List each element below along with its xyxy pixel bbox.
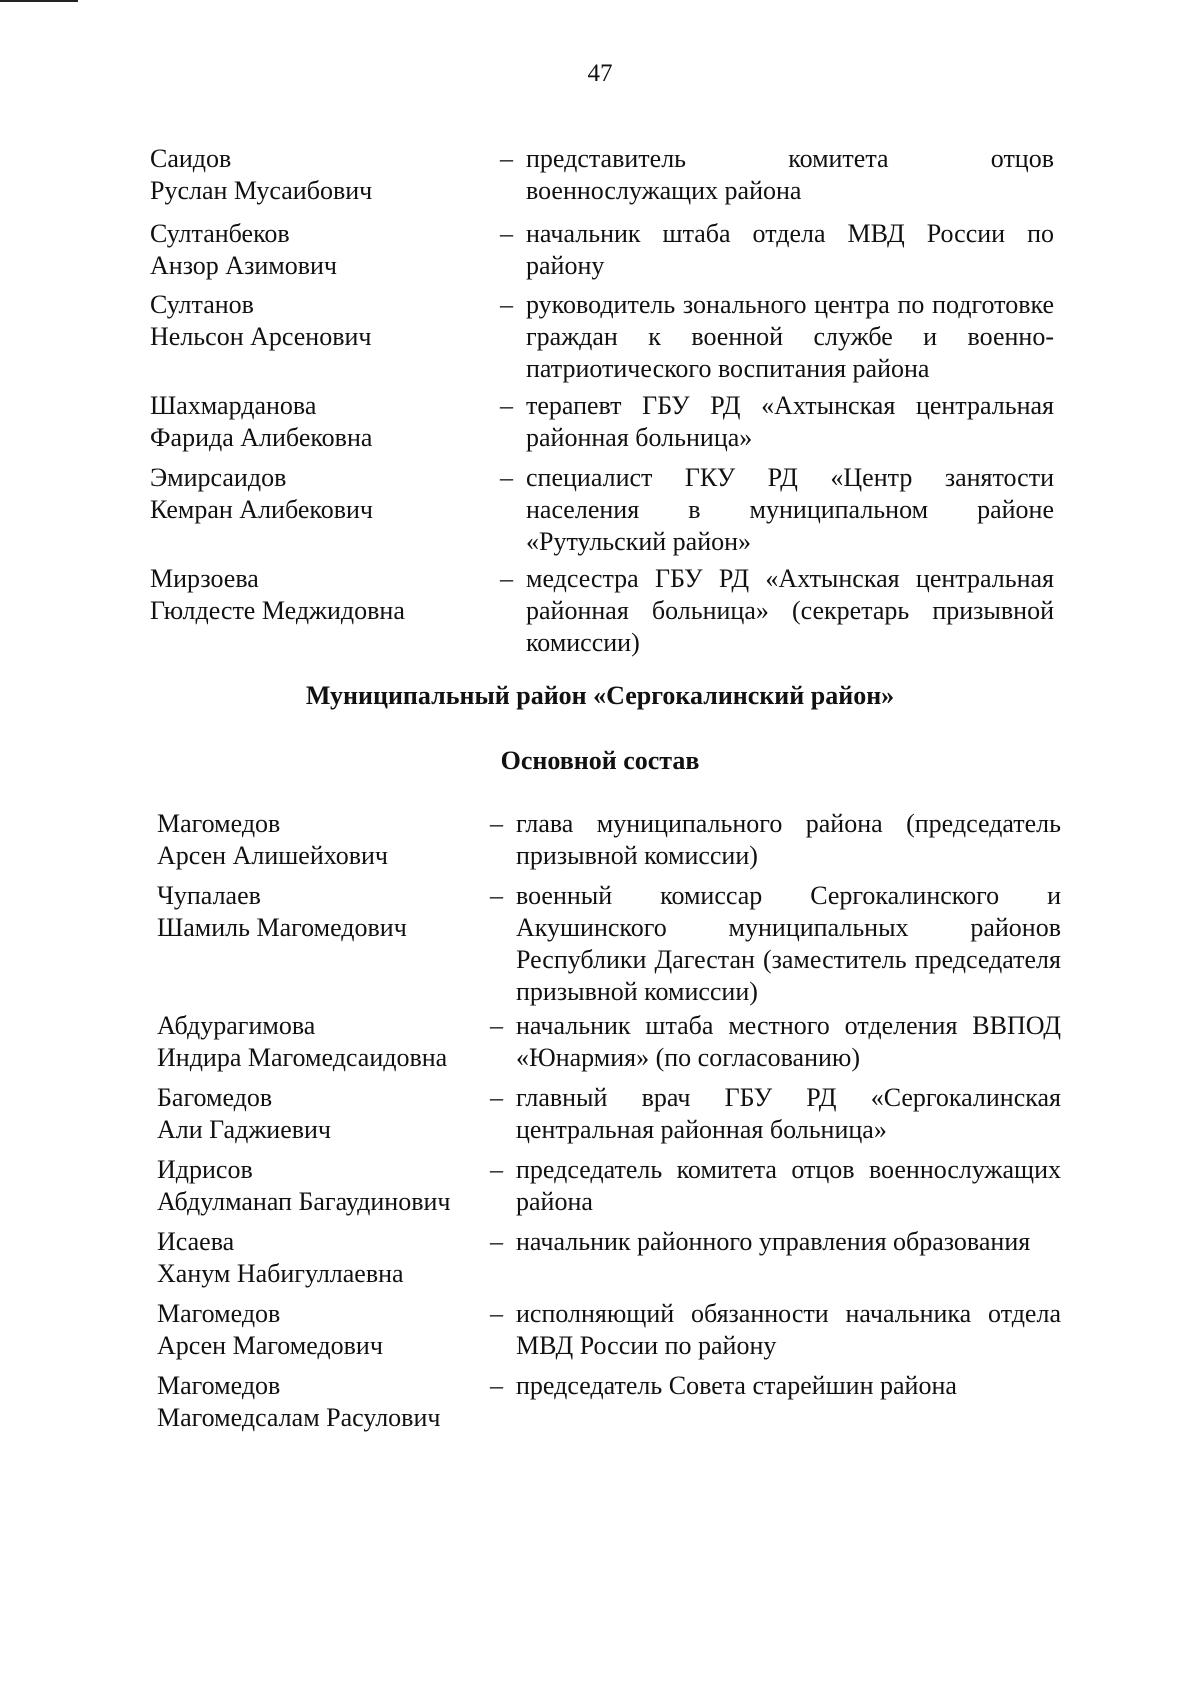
member-role: военный комиссар Сергокалинского и Акушинского муниципальных районов Республики Дагестан (заместитель председателя призывной комиссии) (516, 881, 1061, 1006)
member-surname: Магомедов (157, 809, 281, 838)
dash-separator: – (490, 881, 503, 910)
member-name (150, 289, 510, 353)
member-surname: Чупалаев (157, 881, 261, 910)
section-subtitle: Основной состав (500, 746, 700, 775)
member-role: специалист ГКУ РД «Центр занятости населения в муниципальном районе «Рутульский район» (526, 463, 1054, 556)
member-role: терапевт ГБУ РД «Ахтынская центральная районная больница» (526, 391, 1054, 452)
member-surname: Багомедов (157, 1083, 273, 1112)
member-surname: Шахмарданова (150, 391, 317, 420)
dash-separator: – (500, 564, 513, 593)
member-role: председатель комитета отцов военнослужащих района (516, 1155, 1061, 1216)
dash-separator: – (490, 1155, 503, 1184)
dash-separator: – (490, 1011, 503, 1040)
member-role: глава муниципального района (председатель призывной комиссии) (516, 809, 1061, 870)
dash-separator: – (490, 1083, 503, 1112)
member-given-name: Ханум Набигуллаевна (157, 1259, 404, 1288)
member-given-name: Арсен Алишейхович (157, 841, 389, 870)
member-given-name: Индира Магомедсаидовна (157, 1043, 448, 1072)
member-name (157, 880, 517, 944)
member-surname: Султанов (150, 290, 254, 319)
member-surname: Саидов (150, 144, 232, 173)
member-name (157, 1298, 517, 1362)
member-name (150, 563, 510, 627)
member-surname: Мирзоева (150, 564, 259, 593)
member-given-name: Нельсон Арсенович (150, 322, 372, 351)
member-name (150, 143, 510, 207)
member-role: начальник штаба местного отделения ВВПОД «Юнармия» (по согласованию) (516, 1011, 1061, 1072)
member-given-name: Кемран Алибекович (150, 495, 373, 524)
member-role: представитель комитета отцов военнослужащих района (526, 144, 1054, 205)
dash-separator: – (490, 1299, 503, 1328)
member-role: главный врач ГБУ РД «Сергокалинская центральная районная больница» (516, 1083, 1061, 1144)
member-given-name: Шамиль Магомедович (157, 913, 407, 942)
member-role: медсестра ГБУ РД «Ахтынская центральная районная больница» (секретарь призывной комиссии) (526, 564, 1054, 657)
member-given-name: Арсен Магомедович (157, 1331, 383, 1360)
dash-separator: – (500, 219, 513, 248)
member-given-name: Руслан Мусаибович (150, 176, 373, 205)
member-surname: Исаева (157, 1227, 235, 1256)
member-role: руководитель зонального центра по подготовке граждан к военной службе и военно-патриотического воспитания района (526, 290, 1054, 383)
section-title: Муниципальный район «Сергокалинский район» (305, 681, 895, 710)
member-name (157, 1226, 517, 1290)
member-given-name: Гюлдесте Меджидовна (150, 596, 405, 625)
member-given-name: Али Гаджиевич (157, 1115, 332, 1144)
member-role: начальник штаба отдела МВД России по району (526, 219, 1054, 280)
dash-separator: – (490, 1227, 503, 1256)
member-name (157, 1154, 517, 1218)
member-name (157, 1370, 517, 1434)
dash-separator: – (500, 391, 513, 420)
member-surname: Султанбеков (150, 219, 290, 248)
member-name (157, 808, 517, 872)
member-name (157, 1010, 517, 1074)
dash-separator: – (500, 144, 513, 173)
member-name (150, 462, 510, 526)
member-surname: Эмирсаидов (150, 463, 287, 492)
member-name (150, 390, 510, 454)
member-surname: Абдурагимова (157, 1011, 316, 1040)
member-surname: Магомедов (157, 1371, 281, 1400)
member-given-name: Абдулманап Багаудинович (157, 1187, 451, 1216)
member-role: председатель Совета старейшин района (516, 1371, 957, 1400)
dash-separator: – (490, 1371, 503, 1400)
member-role: исполняющий обязанности начальника отдела МВД России по району (516, 1299, 1061, 1360)
dash-separator: – (500, 290, 513, 319)
member-role: начальник районного управления образования (516, 1227, 1031, 1256)
member-given-name: Анзор Азимович (150, 251, 337, 280)
member-name (150, 218, 510, 282)
member-given-name: Магомедсалам Расулович (157, 1403, 441, 1432)
dash-separator: – (490, 809, 503, 838)
member-name (157, 1082, 517, 1146)
dash-separator: – (500, 463, 513, 492)
member-surname: Магомедов (157, 1299, 281, 1328)
scan-edge-line (0, 0, 78, 2)
page-number: 47 (587, 60, 613, 87)
member-given-name: Фарида Алибековна (150, 423, 373, 452)
member-surname: Идрисов (157, 1155, 253, 1184)
